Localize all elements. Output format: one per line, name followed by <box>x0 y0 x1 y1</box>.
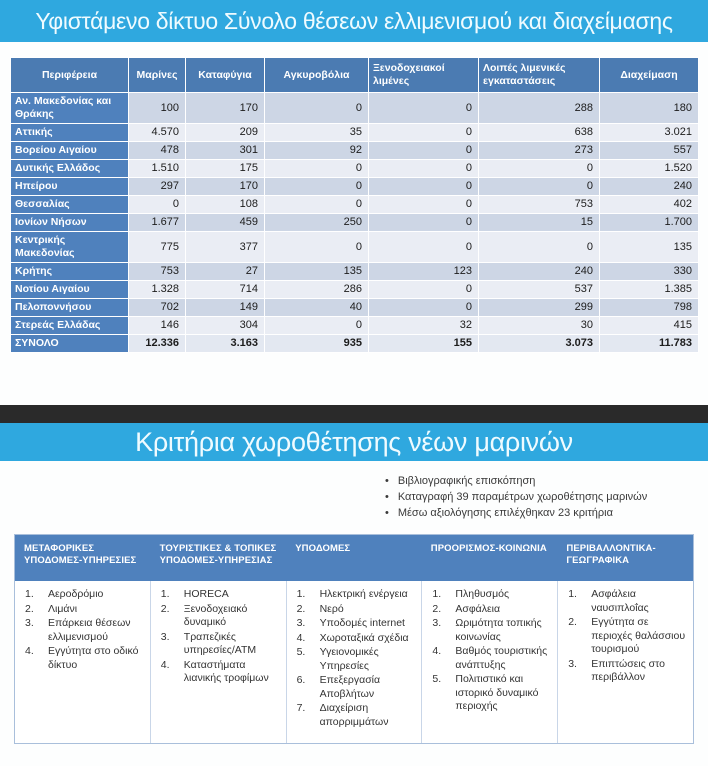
total-value-cell: 12.336 <box>129 335 186 353</box>
criteria-column <box>286 581 422 743</box>
value-cell: 288 <box>479 93 600 124</box>
criteria-item-text: Λιμάνι <box>48 602 78 615</box>
total-value-cell: 935 <box>265 335 369 353</box>
bullet-item <box>385 489 698 505</box>
value-cell: 537 <box>479 281 600 299</box>
criteria-item <box>424 617 553 645</box>
region-name-cell: Νοτίου Αιγαίου <box>11 281 129 299</box>
criteria-item-text: Πολιτιστικό και ιστορικό δυναμικό περιοχής <box>455 673 539 712</box>
criteria-item-number: 5. <box>296 646 306 658</box>
criteria-item-text: Καταστήματα λιανικής τροφίμων <box>183 658 269 684</box>
value-cell: 1.328 <box>129 281 186 299</box>
criteria-bullet-list <box>385 473 698 521</box>
criteria-item <box>289 646 418 674</box>
criteria-item-text: Αεροδρόμιο <box>48 588 104 600</box>
regions-table-body <box>11 93 699 353</box>
criteria-item-number: 6. <box>296 674 306 686</box>
bullet-text: Μέσω αξιολόγησης επιλέχθηκαν 23 κριτήρια <box>397 507 613 519</box>
region-row <box>11 281 699 299</box>
value-cell: 415 <box>600 317 699 335</box>
criteria-item-number: 3. <box>432 617 442 629</box>
value-cell: 1.385 <box>600 281 699 299</box>
value-cell: 478 <box>129 142 186 160</box>
criteria-item-text: Ωριμότητα τοπικής κοινωνίας <box>455 617 542 643</box>
criteria-item-number: 1. <box>568 588 577 600</box>
criteria-item-text: Υγειονομικές Υπηρεσίες <box>319 646 379 672</box>
criteria-item-text: Χωροταξικά σχέδια <box>319 631 409 644</box>
criteria-item-text: Ασφάλεια ναυσιπλοΐας <box>591 588 649 614</box>
value-cell: 100 <box>129 93 186 124</box>
value-cell: 0 <box>369 281 479 299</box>
value-cell: 240 <box>479 263 600 281</box>
criteria-item <box>153 603 282 631</box>
criteria-item <box>424 588 553 603</box>
value-cell: 286 <box>265 281 369 299</box>
criteria-item-text: HORECA <box>183 588 229 600</box>
value-cell: 638 <box>479 124 600 142</box>
value-cell: 180 <box>600 93 699 124</box>
criteria-item <box>17 645 146 673</box>
value-cell: 0 <box>369 214 479 232</box>
value-cell: 0 <box>479 232 600 263</box>
region-row <box>11 142 699 160</box>
criteria-column <box>421 581 557 743</box>
criteria-item-number: 3. <box>568 657 577 670</box>
value-cell: 123 <box>369 263 479 281</box>
criteria-item <box>17 603 146 618</box>
criteria-item-text: Βαθμός τουριστικής ανάπτυξης <box>455 645 548 671</box>
criteria-item-list <box>424 588 553 715</box>
criteria-item-list <box>560 588 689 686</box>
criteria-item-number: 3. <box>296 617 306 629</box>
criteria-item-number: 5. <box>432 673 442 685</box>
value-cell: 297 <box>129 178 186 196</box>
value-cell: 330 <box>600 263 699 281</box>
region-name-cell: Κεντρικής Μακεδονίας <box>11 232 129 263</box>
table-header-cell: Αγκυροβόλια <box>265 58 369 93</box>
value-cell: 0 <box>265 178 369 196</box>
value-cell: 0 <box>479 178 600 196</box>
criteria-column <box>15 581 150 743</box>
value-cell: 146 <box>129 317 186 335</box>
value-cell: 135 <box>265 263 369 281</box>
bullet-dot: • <box>385 491 389 503</box>
region-name-cell: Δυτικής Ελλάδος <box>11 160 129 178</box>
region-name-cell: Κρήτης <box>11 263 129 281</box>
criteria-item-number: 2. <box>432 602 442 615</box>
value-cell: 402 <box>600 196 699 214</box>
value-cell: 798 <box>600 299 699 317</box>
region-row <box>11 214 699 232</box>
criteria-item-number: 3. <box>25 617 34 629</box>
criteria-item-text: Νερό <box>319 602 344 615</box>
criteria-item-text: Διαχείριση απορριμμάτων <box>319 702 389 728</box>
section-divider-bar <box>0 405 708 423</box>
criteria-item <box>424 603 553 618</box>
value-cell: 1.700 <box>600 214 699 232</box>
region-name-cell: Πελοποννήσου <box>11 299 129 317</box>
region-name-cell: Στερεάς Ελλάδας <box>11 317 129 335</box>
value-cell: 92 <box>265 142 369 160</box>
criteria-column-header: ΤΟΥΡΙΣΤΙΚΕΣ & ΤΟΠΙΚΕΣ ΥΠΟΔΟΜΕΣ-ΥΠΗΡΕΣΙΑΣ <box>159 543 277 566</box>
criteria-panel-header <box>15 535 693 581</box>
criteria-item-number: 4. <box>296 631 306 644</box>
slide1-title-banner <box>0 0 708 42</box>
value-cell: 0 <box>369 299 479 317</box>
value-cell: 0 <box>369 232 479 263</box>
region-row <box>11 93 699 124</box>
criteria-item <box>560 616 689 658</box>
criteria-item-text: Τραπεζικές υπηρεσίες/ΑΤΜ <box>183 630 257 656</box>
value-cell: 775 <box>129 232 186 263</box>
criteria-column-header: ΥΠΟΔΟΜΕΣ <box>295 543 351 554</box>
value-cell: 35 <box>265 124 369 142</box>
criteria-column-header: ΠΡΟΟΡΙΣΜΟΣ-ΚΟΙΝΩΝΙΑ <box>430 543 547 554</box>
slide2-title-banner <box>0 423 708 461</box>
criteria-panel <box>14 534 694 744</box>
criteria-item-number: 1. <box>25 588 34 600</box>
value-cell: 273 <box>479 142 600 160</box>
value-cell: 459 <box>186 214 265 232</box>
region-name-cell: Αν. Μακεδονίας και Θράκης <box>11 93 129 124</box>
value-cell: 240 <box>600 178 699 196</box>
criteria-column-header: ΠΕΡΙΒΑΛΛΟΝΤΙΚΑ-ΓΕΩΓΡΑΦΙΚΑ <box>566 543 656 566</box>
criteria-item-text: Εγγύτητα στο οδικό δίκτυο <box>48 645 139 671</box>
criteria-item-number: 2. <box>296 602 306 615</box>
value-cell: 0 <box>265 93 369 124</box>
value-cell: 175 <box>186 160 265 178</box>
criteria-item-number: 1. <box>296 588 306 600</box>
criteria-item-text: Ηλεκτρική ενέργεια <box>319 588 408 600</box>
criteria-item <box>153 631 282 659</box>
criteria-item <box>289 588 418 603</box>
criteria-item-number: 4. <box>160 658 170 671</box>
value-cell: 557 <box>600 142 699 160</box>
value-cell: 1.520 <box>600 160 699 178</box>
value-cell: 377 <box>186 232 265 263</box>
value-cell: 1.510 <box>129 160 186 178</box>
criteria-item-text: Ασφάλεια <box>455 602 501 615</box>
criteria-item <box>153 659 282 687</box>
total-value-cell: 11.783 <box>600 335 699 353</box>
region-name-cell: Ηπείρου <box>11 178 129 196</box>
total-label-cell: ΣΥΝΟΛΟ <box>11 335 129 353</box>
criteria-item-number: 4. <box>432 645 442 657</box>
criteria-column <box>150 581 286 743</box>
value-cell: 0 <box>369 160 479 178</box>
criteria-item-text: Επάρκεια θέσεων ελλιμενισμού <box>48 617 131 643</box>
region-row <box>11 317 699 335</box>
criteria-item <box>153 588 282 603</box>
criteria-item <box>289 702 418 730</box>
regions-table <box>10 57 699 353</box>
value-cell: 108 <box>186 196 265 214</box>
criteria-item-list <box>17 588 146 673</box>
value-cell: 753 <box>129 263 186 281</box>
value-cell: 0 <box>479 160 600 178</box>
value-cell: 301 <box>186 142 265 160</box>
value-cell: 0 <box>369 178 479 196</box>
criteria-item-number: 4. <box>25 645 34 657</box>
value-cell: 135 <box>600 232 699 263</box>
slide2-title: Κριτήρια χωροθέτησης νέων μαρινών <box>135 426 573 457</box>
criteria-item-number: 2. <box>568 616 577 628</box>
region-row <box>11 124 699 142</box>
value-cell: 30 <box>479 317 600 335</box>
region-name-cell: Βορείου Αιγαίου <box>11 142 129 160</box>
bullet-dot: • <box>385 507 389 519</box>
criteria-item-text: Πληθυσμός <box>455 588 510 600</box>
region-name-cell: Θεσσαλίας <box>11 196 129 214</box>
criteria-item-text: Υποδομές internet <box>319 617 405 629</box>
value-cell: 27 <box>186 263 265 281</box>
bullet-dot: • <box>385 475 389 487</box>
slide1-title: Υφιστάμενο δίκτυο Σύνολο θέσεων ελλιμενισμού και διαχείμασης <box>35 7 673 34</box>
region-row <box>11 196 699 214</box>
bullet-item <box>385 473 698 489</box>
table-header-row <box>11 58 699 93</box>
table-header-cell: Διαχείμαση <box>600 58 699 93</box>
region-row <box>11 160 699 178</box>
region-row <box>11 178 699 196</box>
value-cell: 299 <box>479 299 600 317</box>
criteria-item <box>289 617 418 632</box>
total-value-cell: 3.073 <box>479 335 600 353</box>
regions-table-head <box>11 58 699 93</box>
value-cell: 0 <box>369 124 479 142</box>
bullet-text: Καταγραφή 39 παραμέτρων χωροθέτησης μαρινών <box>397 491 648 503</box>
criteria-item-number: 3. <box>160 630 170 643</box>
table-header-cell: Λοιπές λιμενικές εγκαταστάσεις <box>479 58 600 93</box>
criteria-item-list <box>289 588 418 730</box>
criteria-item-number: 1. <box>432 588 442 600</box>
total-value-cell: 3.163 <box>186 335 265 353</box>
value-cell: 0 <box>265 196 369 214</box>
criteria-item <box>424 673 553 715</box>
criteria-item-number: 2. <box>160 602 170 615</box>
region-name-cell: Ιονίων Νήσων <box>11 214 129 232</box>
regions-table-wrap <box>10 57 698 353</box>
value-cell: 0 <box>265 232 369 263</box>
value-cell: 0 <box>265 317 369 335</box>
region-row <box>11 232 699 263</box>
criteria-item-text: Επεξεργασία Αποβλήτων <box>319 674 381 700</box>
region-row <box>11 263 699 281</box>
region-name-cell: Αττικής <box>11 124 129 142</box>
value-cell: 714 <box>186 281 265 299</box>
table-header-cell: Καταφύγια <box>186 58 265 93</box>
value-cell: 170 <box>186 93 265 124</box>
criteria-column-header: ΜΕΤΑΦΟΡΙΚΕΣ ΥΠΟΔΟΜΕΣ-ΥΠΗΡΕΣΙΕΣ <box>24 543 137 566</box>
value-cell: 3.021 <box>600 124 699 142</box>
criteria-item <box>289 674 418 702</box>
value-cell: 32 <box>369 317 479 335</box>
criteria-item-text: Εγγύτητα σε περιοχές θαλάσσιου τουρισμού <box>591 616 686 655</box>
value-cell: 4.570 <box>129 124 186 142</box>
criteria-item <box>289 603 418 618</box>
value-cell: 250 <box>265 214 369 232</box>
criteria-item <box>289 632 418 647</box>
criteria-item-text: Ξενοδοχειακό δυναμικό <box>183 602 248 628</box>
table-header-cell: Ξενοδοχειακοί λιμένες <box>369 58 479 93</box>
value-cell: 149 <box>186 299 265 317</box>
total-row <box>11 335 699 353</box>
value-cell: 170 <box>186 178 265 196</box>
total-value-cell: 155 <box>369 335 479 353</box>
region-row <box>11 299 699 317</box>
value-cell: 0 <box>129 196 186 214</box>
value-cell: 0 <box>369 93 479 124</box>
value-cell: 702 <box>129 299 186 317</box>
bullet-text: Βιβλιογραφικής επισκόπηση <box>397 475 536 487</box>
value-cell: 304 <box>186 317 265 335</box>
criteria-item <box>17 588 146 603</box>
criteria-item-number: 7. <box>296 702 306 714</box>
criteria-item-number: 1. <box>160 588 170 600</box>
criteria-panel-body <box>15 581 693 743</box>
criteria-item <box>424 645 553 673</box>
criteria-item <box>560 588 689 616</box>
criteria-item <box>560 658 689 686</box>
value-cell: 0 <box>369 142 479 160</box>
criteria-item <box>17 617 146 645</box>
value-cell: 753 <box>479 196 600 214</box>
criteria-item-list <box>153 588 282 687</box>
table-header-cell: Περιφέρεια <box>11 58 129 93</box>
value-cell: 0 <box>369 196 479 214</box>
criteria-column <box>557 581 693 743</box>
value-cell: 0 <box>265 160 369 178</box>
criteria-item-number: 2. <box>25 602 34 615</box>
criteria-item-text: Επιπτώσεις στο περιβάλλον <box>591 657 666 683</box>
bullet-item <box>385 505 698 521</box>
value-cell: 15 <box>479 214 600 232</box>
table-header-cell: Μαρίνες <box>129 58 186 93</box>
value-cell: 1.677 <box>129 214 186 232</box>
value-cell: 40 <box>265 299 369 317</box>
value-cell: 209 <box>186 124 265 142</box>
